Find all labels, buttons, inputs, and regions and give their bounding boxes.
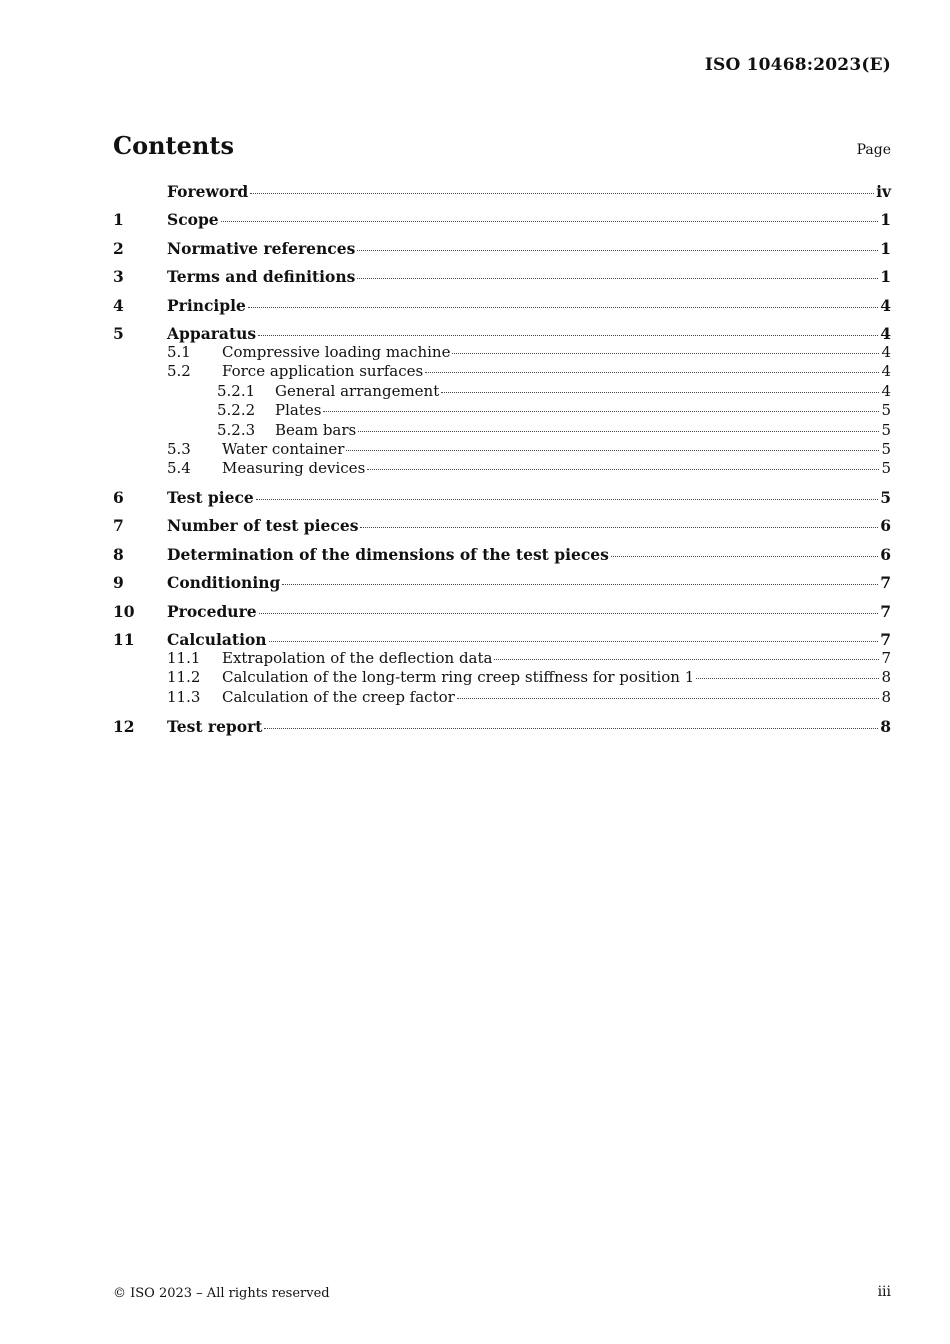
toc-dot-leader xyxy=(248,307,878,308)
toc-entry-number: 5.3 xyxy=(167,439,191,458)
toc-entry-title: Number of test pieces xyxy=(167,516,359,536)
footer-page-number: iii xyxy=(877,1284,891,1300)
toc-dot-leader xyxy=(269,641,879,642)
toc-entry[interactable] xyxy=(113,267,891,286)
toc-entry-title: General arrangement xyxy=(275,381,440,400)
toc-entry[interactable] xyxy=(113,649,891,668)
toc-entry-title: Test piece xyxy=(167,488,254,508)
toc-entry-title: Measuring devices xyxy=(222,459,366,478)
toc-dot-leader xyxy=(494,659,879,660)
toc-entry-number: 5.2 xyxy=(167,362,191,381)
toc-entry-page: 7 xyxy=(880,630,891,650)
toc-entry-number: 5 xyxy=(113,323,124,343)
toc-entry-page: 5 xyxy=(881,420,891,439)
toc-dot-leader xyxy=(357,278,878,279)
toc-entry-page: 5 xyxy=(880,488,891,508)
toc-entry-title: Normative references xyxy=(167,238,356,258)
toc-dot-leader xyxy=(357,250,878,251)
toc-entry[interactable] xyxy=(113,421,891,440)
toc-entry-page: 5 xyxy=(881,439,891,458)
toc-dot-leader xyxy=(425,372,879,373)
toc-entry[interactable] xyxy=(113,688,891,707)
toc-dot-leader xyxy=(360,527,878,528)
toc-entry-number: 5.2.3 xyxy=(217,420,256,439)
toc-dot-leader xyxy=(367,469,879,470)
toc-dot-leader xyxy=(452,353,879,354)
toc-entry-number: 12 xyxy=(113,716,135,736)
toc-entry-number: 7 xyxy=(113,516,124,536)
toc-entry-number: 4 xyxy=(113,295,124,315)
page-column-label: Page xyxy=(856,142,891,158)
toc-entry-page: 4 xyxy=(881,342,891,361)
toc-entry-page: 1 xyxy=(880,238,891,258)
toc-dot-leader xyxy=(258,335,878,336)
toc-entry[interactable] xyxy=(113,440,891,459)
toc-dot-leader xyxy=(282,584,878,585)
toc-entry-number: 1 xyxy=(113,210,124,230)
toc-entry-number: 6 xyxy=(113,488,124,508)
toc-entry-page: 4 xyxy=(880,295,891,315)
toc-entry-number: 8 xyxy=(113,544,124,564)
toc-dot-leader xyxy=(221,221,879,222)
toc-entry-number: 11.3 xyxy=(167,687,201,706)
table-of-contents xyxy=(113,182,891,736)
toc-entry-title: Apparatus xyxy=(167,323,257,343)
toc-entry-page: 8 xyxy=(880,716,891,736)
toc-entry[interactable] xyxy=(113,488,891,507)
toc-entry-page: 5 xyxy=(881,401,891,420)
toc-entry-number: 10 xyxy=(113,601,135,621)
toc-entry-number: 5.1 xyxy=(167,342,191,361)
toc-entry[interactable] xyxy=(113,516,891,535)
toc-entry-title: Water container xyxy=(222,439,345,458)
toc-entry-title: Force application surfaces xyxy=(222,362,424,381)
toc-entry[interactable] xyxy=(113,324,891,343)
toc-entry-page: 4 xyxy=(881,381,891,400)
toc-dot-leader xyxy=(323,411,879,412)
toc-dot-leader xyxy=(457,698,880,699)
toc-entry[interactable] xyxy=(113,459,891,478)
toc-entry-number: 11.2 xyxy=(167,668,201,687)
toc-entry[interactable] xyxy=(113,362,891,381)
toc-entry-title: Scope xyxy=(167,210,219,230)
toc-entry-title: Compressive loading machine xyxy=(222,342,451,361)
toc-entry-title: Calculation xyxy=(167,630,267,650)
toc-entry[interactable] xyxy=(113,382,891,401)
toc-entry-page: 4 xyxy=(881,362,891,381)
toc-entry-title: Beam bars xyxy=(275,420,357,439)
toc-entry-number: 5.2.1 xyxy=(217,381,256,400)
contents-title: Contents xyxy=(113,131,234,160)
toc-entry-title: Determination of the dimensions of the test pieces xyxy=(167,544,609,564)
toc-entry-page: 6 xyxy=(880,544,891,564)
toc-entry-page: 8 xyxy=(881,687,891,706)
toc-entry-number: 5.2.2 xyxy=(217,401,256,420)
toc-entry[interactable] xyxy=(113,717,891,736)
toc-dot-leader xyxy=(346,450,879,451)
toc-entry[interactable] xyxy=(113,239,891,258)
toc-dot-leader xyxy=(259,613,879,614)
toc-entry-title: Conditioning xyxy=(167,573,281,593)
toc-entry[interactable] xyxy=(113,401,891,420)
toc-dot-leader xyxy=(256,499,878,500)
toc-entry[interactable] xyxy=(113,343,891,362)
toc-entry-page: 7 xyxy=(881,649,891,668)
toc-entry-number: 3 xyxy=(113,267,124,287)
toc-entry-title: Terms and definitions xyxy=(167,267,356,287)
toc-entry-page: 1 xyxy=(880,210,891,230)
toc-entry-number: 11 xyxy=(113,630,135,650)
toc-entry-number: 9 xyxy=(113,573,124,593)
toc-entry-title: Calculation of the long-term ring creep stiffness for position 1 xyxy=(222,668,695,687)
toc-entry-title: Foreword xyxy=(167,182,249,201)
toc-dot-leader xyxy=(264,728,878,729)
toc-entry-title: Extrapolation of the deflection data xyxy=(222,649,493,668)
toc-dot-leader xyxy=(696,678,879,679)
toc-entry-title: Procedure xyxy=(167,601,257,621)
toc-entry[interactable] xyxy=(113,602,891,621)
toc-entry[interactable] xyxy=(113,296,891,315)
toc-entry-page: 6 xyxy=(880,516,891,536)
toc-dot-leader xyxy=(358,431,879,432)
toc-entry-page: 4 xyxy=(880,323,891,343)
toc-entry-title: Principle xyxy=(167,295,246,315)
toc-entry[interactable] xyxy=(113,573,891,592)
footer-copyright: © ISO 2023 – All rights reserved xyxy=(113,1286,330,1301)
toc-dot-leader xyxy=(441,392,879,393)
toc-entry[interactable] xyxy=(113,630,891,649)
toc-entry-page: 5 xyxy=(881,459,891,478)
toc-entry-number: 2 xyxy=(113,238,124,258)
document-id: ISO 10468:2023(E) xyxy=(704,55,891,75)
toc-entry-title: Plates xyxy=(275,401,322,420)
toc-entry-page: 1 xyxy=(880,267,891,287)
toc-entry-number: 11.1 xyxy=(167,649,201,668)
toc-dot-leader xyxy=(611,556,878,557)
toc-entry-page: 8 xyxy=(881,668,891,687)
toc-entry[interactable] xyxy=(113,545,891,564)
toc-entry-page: iv xyxy=(876,182,891,201)
toc-dot-leader xyxy=(250,193,874,194)
toc-entry-page: 7 xyxy=(880,573,891,593)
toc-entry[interactable] xyxy=(113,210,891,229)
toc-entry-number: 5.4 xyxy=(167,459,191,478)
toc-entry[interactable] xyxy=(113,668,891,687)
toc-entry-title: Test report xyxy=(167,716,263,736)
toc-entry[interactable] xyxy=(113,182,891,201)
toc-entry-title: Calculation of the creep factor xyxy=(222,687,455,706)
toc-entry-page: 7 xyxy=(880,601,891,621)
